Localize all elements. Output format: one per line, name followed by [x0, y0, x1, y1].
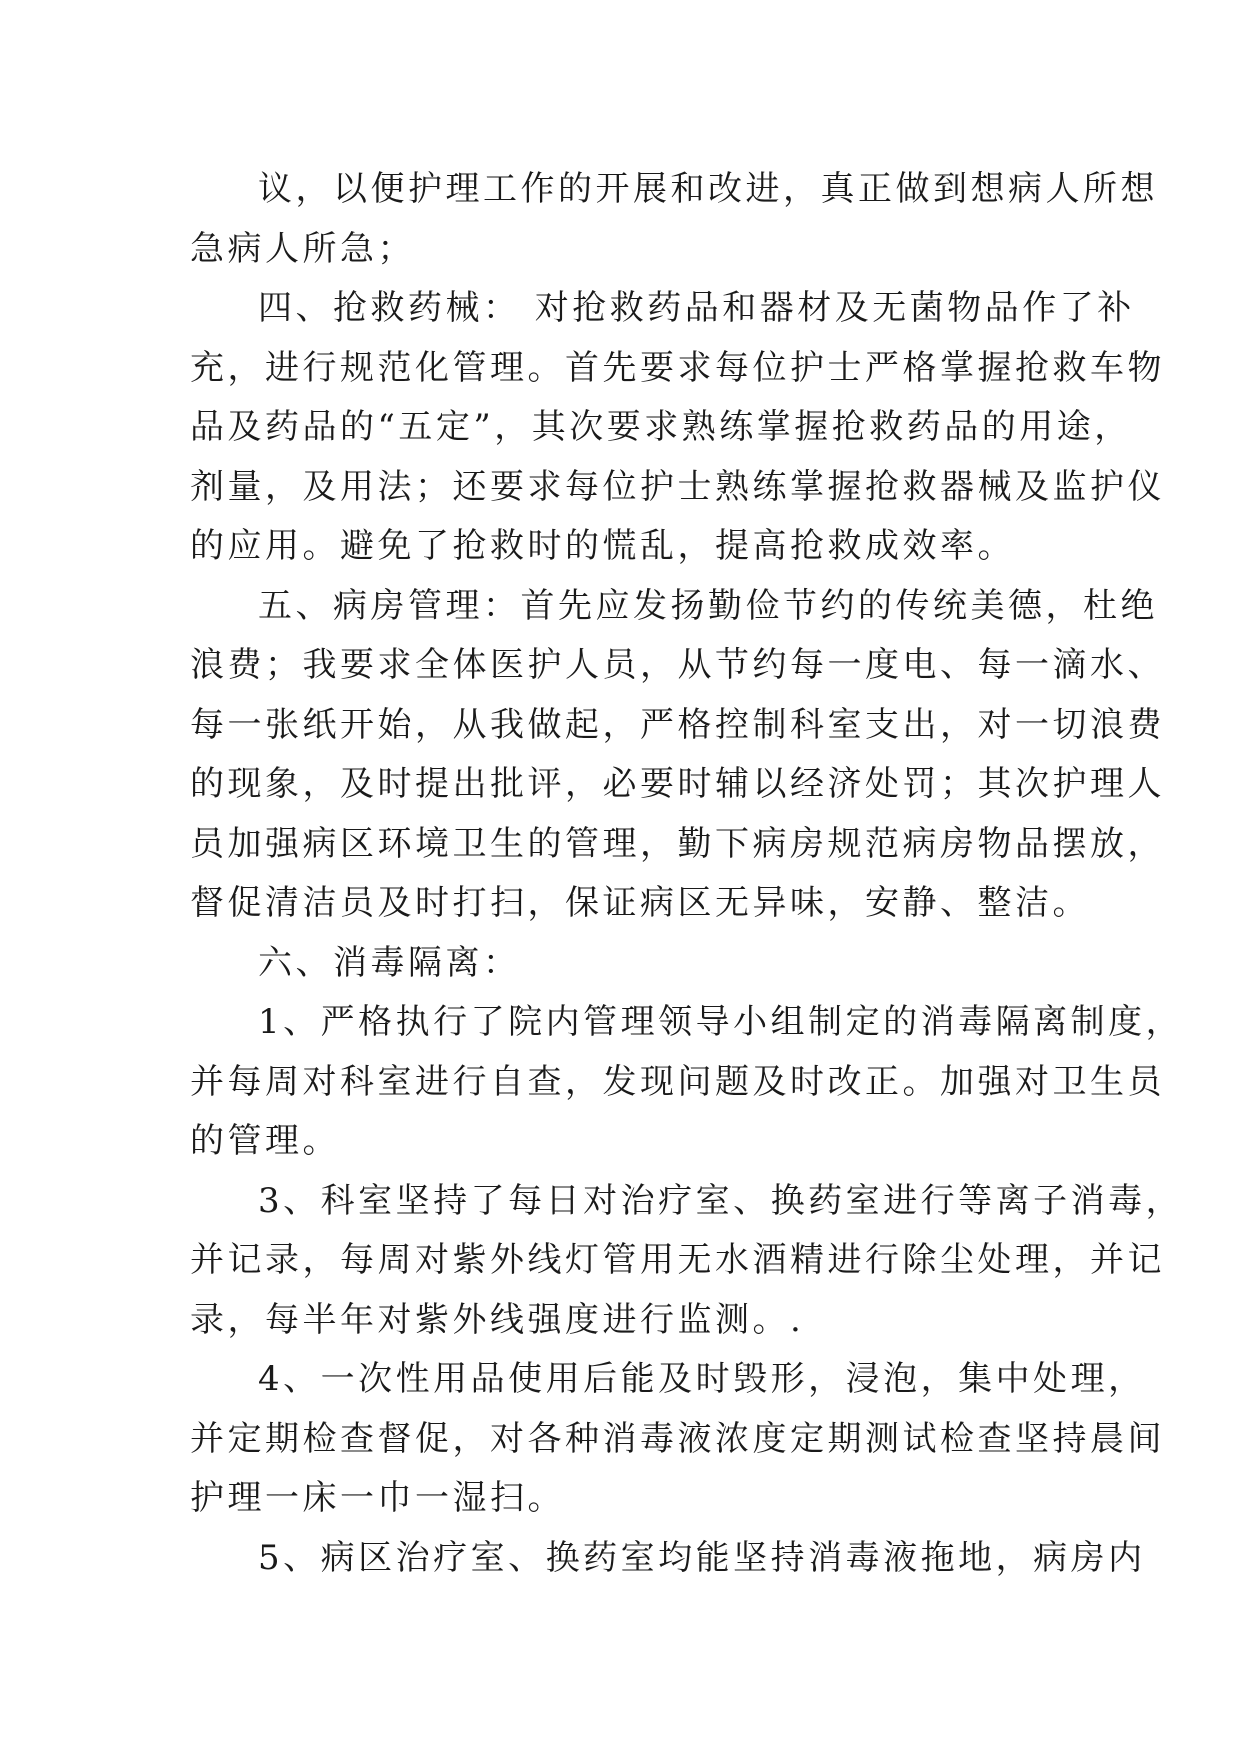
- list-item-line: 3、科室坚持了每日对治疗室、换药室进行等离子消毒，: [258, 1180, 1184, 1221]
- list-item-line: 5、病区治疗室、换药室均能坚持消毒液拖地，病房内: [258, 1537, 1146, 1578]
- section-heading-line: 六、消毒隔离：: [258, 942, 521, 983]
- text-line: 浪费；我要求全体医护人员，从节约每一度电、每一滴水、: [190, 645, 1165, 685]
- text-line: 员加强病区环境卫生的管理，勤下病房规范病房物品摆放，: [190, 823, 1165, 864]
- paragraph-continuation: [190, 160, 1158, 279]
- text-line: 录，每半年对紫外线强度进行监测。.: [190, 1299, 805, 1340]
- text-line: 充，进行规范化管理。首先要求每位护士严格掌握抢救车物: [190, 347, 1165, 388]
- list-item-line: 4、一次性用品使用后能及时毁形，浸泡，集中处理，: [258, 1359, 1146, 1399]
- section-heading-line: 五、病房管理：首先应发扬勤俭节约的传统美德，杜绝: [258, 585, 1158, 626]
- text-line: 剂量，及用法；还要求每位护士熟练掌握抢救器械及监护仪: [190, 466, 1165, 507]
- text-line: 并每周对科室进行自查，发现问题及时改正。加强对卫生员: [190, 1061, 1165, 1102]
- text-line: 督促清洁员及时打扫，保证病区无异味，安静、整洁。: [190, 883, 1090, 923]
- text-line: 每一张纸开始，从我做起，严格控制科室支出，对一切浪费: [190, 704, 1165, 745]
- text-line: 议，以便护理工作的开展和改进，真正做到想病人所想: [258, 169, 1158, 209]
- paragraph-rescue-drugs: [190, 279, 1165, 577]
- list-item-line: 1、严格执行了院内管理领导小组制定的消毒隔离制度，: [258, 1002, 1184, 1042]
- text-line: 急病人所急；: [190, 228, 415, 269]
- paragraph-disinfection-item-5: [190, 1529, 1146, 1589]
- paragraph-disinfection-item-1: [190, 993, 1184, 1172]
- text-line: 的现象，及时提出批评，必要时辅以经济处罚；其次护理人: [190, 764, 1165, 804]
- paragraph-ward-management: [190, 577, 1165, 934]
- section-heading-line: 四、抢救药械： 对抢救药品和器材及无菌物品作了补: [258, 288, 1135, 328]
- document-body: [190, 160, 1184, 1588]
- text-line: 的应用。避免了抢救时的慌乱，提高抢救成效率。: [190, 526, 1015, 566]
- text-line: 并定期检查督促，对各种消毒液浓度定期测试检查坚持晨间: [190, 1418, 1165, 1459]
- text-line: 护理一床一巾一湿扫。: [190, 1478, 565, 1518]
- paragraph-disinfection-item-4: [190, 1350, 1165, 1529]
- text-line: 品及药品的“五定”，其次要求熟练掌握抢救药品的用途，: [190, 407, 1132, 447]
- text-line: 并记录，每周对紫外线灯管用无水酒精进行除尘处理，并记: [190, 1240, 1165, 1280]
- paragraph-disinfection-heading: [190, 934, 1060, 994]
- paragraph-disinfection-item-3: [190, 1172, 1184, 1351]
- text-line: 的管理。: [190, 1121, 340, 1161]
